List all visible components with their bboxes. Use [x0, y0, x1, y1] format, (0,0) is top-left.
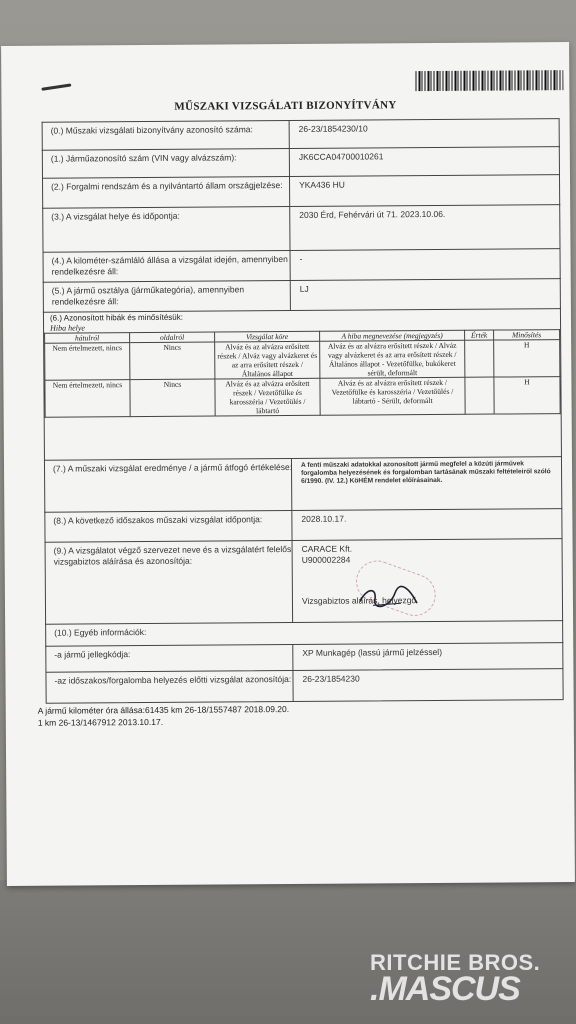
row-label: -az időszakos/forgalomba helyezés előtti vizsgálat azonosítója: [54, 673, 292, 686]
defects-heading: (6.) Azonosított hibák és minősítésük: [49, 312, 183, 323]
row-label: (9.) A vizsgálatot végző szervezet neve és a vizsgálatért felelős vizsgabiztos aláírása és azonosítója: [53, 543, 292, 567]
table-cell: Nem értelmezett, nincs [45, 380, 130, 418]
row-organisation [45, 538, 564, 625]
signature-label: Vizsgabiztos aláírás, helyezgő [301, 595, 417, 606]
row-label: (8.) A következő időszakos műszaki vizsgálat időpontja: [53, 514, 263, 526]
column-header: oldalról [130, 332, 215, 343]
column-header: Vizsgálat köre [215, 331, 320, 342]
row-label: (3.) A vizsgálat helye és időpontja: [51, 210, 180, 222]
row-plate [42, 174, 560, 209]
defects-subheading: Hiba helye [50, 323, 85, 333]
row-label: -a jármű jellegkódja: [54, 649, 131, 660]
odometer-history-line-1: A jármű kilométer óra állása:61435 km 26-18/1557487 2018.09.20. [37, 703, 290, 716]
signature [355, 583, 425, 613]
row-category [43, 278, 561, 313]
row-value: JK6CCA04700010261 [298, 151, 384, 162]
row-value: - [299, 253, 303, 264]
row-value: A fenti műszaki adatokkal azonosított jármű megfelel a közúti járművek forgalomba helyezésének és forgalomban tartásának műszaki feltételeiről szóló 6/1990. (IV. 12.) KöHÉM rendelet előírásainak. [300, 460, 551, 485]
table-cell: Nem értelmezett, nincs [45, 343, 130, 381]
pen-mark [41, 83, 71, 90]
row-value: 26-23/1854230/10 [298, 123, 368, 134]
document-title: MŰSZAKI VIZSGÁLATI BIZONYÍTVÁNY [174, 99, 397, 113]
certificate-paper [1, 42, 575, 886]
row-label: (4.) A kilométer-számláló állása a vizsgálat idején, amennyiben rendelkezésre áll: [51, 253, 288, 277]
table-cell: Alváz és az alvázra erősített részek / Alváz vagy alvázkeret és az arra erősített részek / Általános állapot - Vezetőfülke, bukókeret sérült, deformált [320, 340, 465, 378]
row-odometer [43, 248, 561, 283]
row-value: LJ [299, 283, 309, 294]
odometer-history-line-2: 1 km 26-13/1467912 2013.10.17. [37, 716, 164, 728]
table-cell [465, 340, 494, 377]
barcode [415, 70, 563, 91]
column-header: hátulról [45, 333, 130, 344]
table-cell: H [494, 340, 560, 377]
column-header: Érték [465, 330, 494, 340]
row-value: 26-23/1854230 [302, 673, 360, 684]
row-previous-inspection [45, 668, 563, 704]
row-result [44, 456, 562, 513]
row-value: YKA436 HU [299, 179, 345, 190]
table-cell: Nincs [130, 379, 215, 417]
watermark-ritchie: RITCHIE BROS. [370, 950, 541, 975]
watermark-mascus: .MASCUS [370, 970, 520, 1008]
table-cell: Alváz és az alvázra erősített részek / Vezetőfülke és karosszéria / Vezetőülés / lábtartó [215, 378, 320, 416]
row-value: 2028.10.17. [301, 513, 347, 524]
column-header: A hiba megnevezése (megjegyzés) [320, 330, 465, 341]
row-value: 2030 Érd, Fehérvári út 71. 2023.10.06. [299, 208, 446, 220]
table-cell [465, 377, 494, 414]
row-label: (0.) Műszaki vizsgálati bizonyítvány azonosító száma: [50, 124, 253, 136]
column-header: Minősítés [494, 330, 560, 340]
row-label: (2.) Forgalmi rendszám és a nyilvántartó állam országjelzése: [51, 180, 283, 192]
row-place-date [42, 204, 560, 253]
row-next-inspection [44, 508, 562, 543]
org-name: CARACE Kft. [301, 543, 353, 554]
row-label: (7.) A műszaki vizsgálat eredménye / a jármű átfogó értékelése: [52, 461, 293, 474]
table-row [45, 377, 560, 418]
table-cell: Alváz és az alvázra erősített részek / Alváz vagy alvázkeret és az arra erősített részek / Általános állapot [215, 341, 320, 379]
row-label: (10.) Egyéb információk: [54, 626, 147, 638]
defects-section [43, 308, 562, 461]
org-id: U900002284 [301, 554, 351, 565]
defects-table [44, 329, 561, 418]
row-label: (1.) Járműazonosító szám (VIN vagy alvázszám): [50, 152, 237, 164]
watermark-logo [370, 950, 570, 1009]
table-cell: Nincs [130, 342, 215, 380]
row-value: XP Munkagép (lassú jármű jelzéssel) [302, 646, 443, 658]
table-row [45, 340, 560, 381]
table-cell: Alváz és az alvázra erősített részek / Vezetőfülke és karosszéria / Vezetőülés / lábtartó - Sérült, deformált [320, 377, 465, 415]
row-label: (5.) A jármű osztálya (járműkategória), amennyiben rendelkezésre áll: [51, 284, 245, 307]
table-cell: H [494, 377, 560, 414]
